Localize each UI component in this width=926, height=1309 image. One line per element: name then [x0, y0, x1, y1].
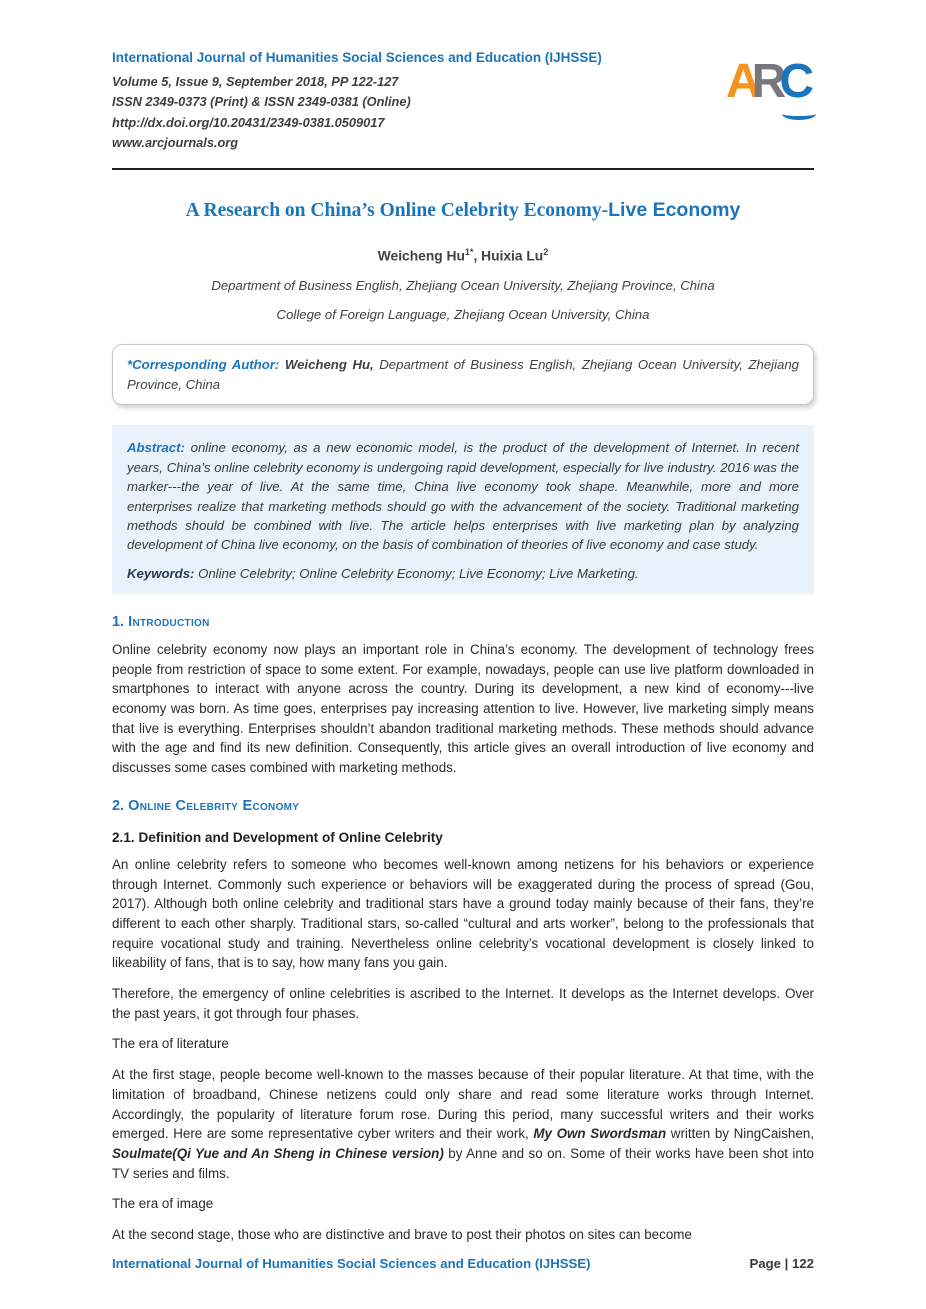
section-number: 1. [112, 613, 125, 630]
literature-text-1: At the first stage, people become well-known to the masses because of their popular literature. At that time, with the limitation of broadband, Chinese netizens could only share and read some literature works through Internet. Accordingly, the popularity of literature forum rose. During this period, many successful writers and their works emerged. Here are some representative cyber writers and their work, [112, 1067, 814, 1142]
section-heading-online-celebrity-economy [112, 798, 814, 814]
paragraph-online-celebrity-definition: An online celebrity refers to someone who becomes well-known among netizens for his behaviors or experience through Internet. Commonly such experience or behaviors will be exaggerated during the process of spread (Gou, 2017). Although both online celebrity and traditional stars have a ground today mainly because of their fans, they’re different to each other sharply. Traditional stars, so-called “cultural and arts worker”, belong to the professionals that require vocational study and training. Nevertheless online celebrity’s vocational development is closely linked to likeability of fans, that is to say, how many fans you gain. [112, 856, 814, 971]
author-2: Huixia Lu [481, 248, 544, 264]
section-title: Introduction [128, 613, 210, 630]
corresponding-author-box [112, 344, 814, 406]
logo-letter-a: A [725, 55, 761, 108]
corresponding-author-affiliation: Department of Business English, Zhejiang Ocean University, Zhejiang Province, China [127, 356, 799, 392]
logo-letter-c: C [779, 55, 814, 108]
footer-page-number: Page | 122 [749, 1256, 814, 1271]
corresponding-author-label: *Corresponding Author: [127, 356, 280, 372]
author-1-superscript: 1* [464, 247, 474, 258]
page-footer [112, 1256, 814, 1271]
keywords-text: Online Celebrity; Online Celebrity Economy; Live Economy; Live Marketing. [198, 565, 639, 581]
author-1: Weicheng Hu [377, 248, 465, 264]
abstract-box [112, 425, 814, 593]
work-title-my-own-swordsman: My Own Swordsman [533, 1126, 667, 1142]
section-title: Online Celebrity Economy [128, 797, 300, 814]
author-2-superscript: 2 [543, 247, 549, 258]
abstract-paragraph [127, 438, 799, 554]
corresponding-author-name: Weicheng Hu, [284, 356, 374, 372]
keywords-line [127, 566, 799, 581]
footer-journal-name: International Journal of Humanities Social Sciences and Education (IJHSSE) [112, 1256, 591, 1271]
journal-name: International Journal of Humanities Social Sciences and Education (IJHSSE) [112, 50, 602, 65]
logo-swoosh-icon [782, 108, 816, 120]
paper-title [112, 198, 814, 223]
literature-text-2: written by NingCaishen, [666, 1126, 814, 1142]
issn-line: ISSN 2349-0373 (Print) & ISSN 2349-0381 (Online) [112, 94, 411, 110]
work-title-soulmate: Soulmate(Qi Yue and An Sheng in Chinese version) [112, 1145, 444, 1161]
paper-title-main: A Research on China’s Online Celebrity Economy- [185, 199, 609, 221]
authors-line [112, 247, 814, 264]
affiliation-2: College of Foreign Language, Zhejiang Ocean University, China [276, 306, 650, 322]
website-line: www.arcjournals.org [112, 135, 239, 151]
subsection-heading-2-1: 2.1. Definition and Development of Online Celebrity [112, 829, 443, 845]
paragraph-era-of-image: At the second stage, those who are distinctive and brave to post their photos on sites can become [112, 1227, 692, 1243]
header-divider [112, 168, 814, 170]
doi-line: http://dx.doi.org/10.20431/2349-0381.0509017 [112, 114, 385, 130]
section-heading-introduction [112, 614, 814, 630]
era-of-image-label: The era of image [112, 1196, 214, 1212]
paragraph-era-of-literature [112, 1065, 814, 1183]
keywords-label: Keywords: [127, 565, 195, 581]
abstract-text: online economy, as a new economic model, is the product of the development of Internet. In recent years, China’s online celebrity economy is undergoing rapid development, especially for live industry. 2016 was the marker---the year of live. At the same time, China live economy took shape. Meanwhile, more and more enterprises realize that marketing methods should go with the advancement of the society. Traditional marketing methods should be combined with live. The article helps enterprises with live marketing plan by analyzing development of China live economy, on the basis of combination of theories of live economy and case study. [127, 440, 799, 553]
section-number: 2. [112, 797, 125, 814]
arc-journals-logo [694, 52, 814, 124]
paper-title-suffix: Live Economy [608, 198, 741, 221]
era-of-literature-label: The era of literature [112, 1036, 229, 1052]
affiliation-1: Department of Business English, Zhejiang Ocean University, Zhejiang Province, China [211, 277, 715, 293]
volume-line: Volume 5, Issue 9, September 2018, PP 122-127 [112, 74, 399, 89]
author-separator: , [473, 248, 482, 264]
introduction-paragraph: Online celebrity economy now plays an important role in China’s economy. The development of technology frees people from restriction of space to some extent. For example, nowadays, people can use live platform downloaded in smartphones to interact with anyone across the country. During its development, a new kind of economy---live economy was born. As time goes, enterprises pay increasing attention to live. However, live marketing simply means that live is everything. Enterprises shouldn’t abandon traditional marketing methods. These methods should advance with the age and find its new definition. Consequently, this article gives an overall introduction of live economy and discusses some cases combined with marketing methods. [112, 641, 814, 776]
journal-header [112, 50, 814, 154]
paragraph-four-phases: Therefore, the emergency of online celebrities is ascribed to the Internet. It develops as the Internet develops. Over the past years, it got through four phases. [112, 986, 814, 1021]
logo-letter-r: R [751, 55, 787, 108]
abstract-label: Abstract: [127, 440, 185, 456]
journal-header-text [112, 50, 602, 154]
literature-text-3: by Anne and so on. Some of their works have been shot into TV series and films. [112, 1145, 815, 1181]
